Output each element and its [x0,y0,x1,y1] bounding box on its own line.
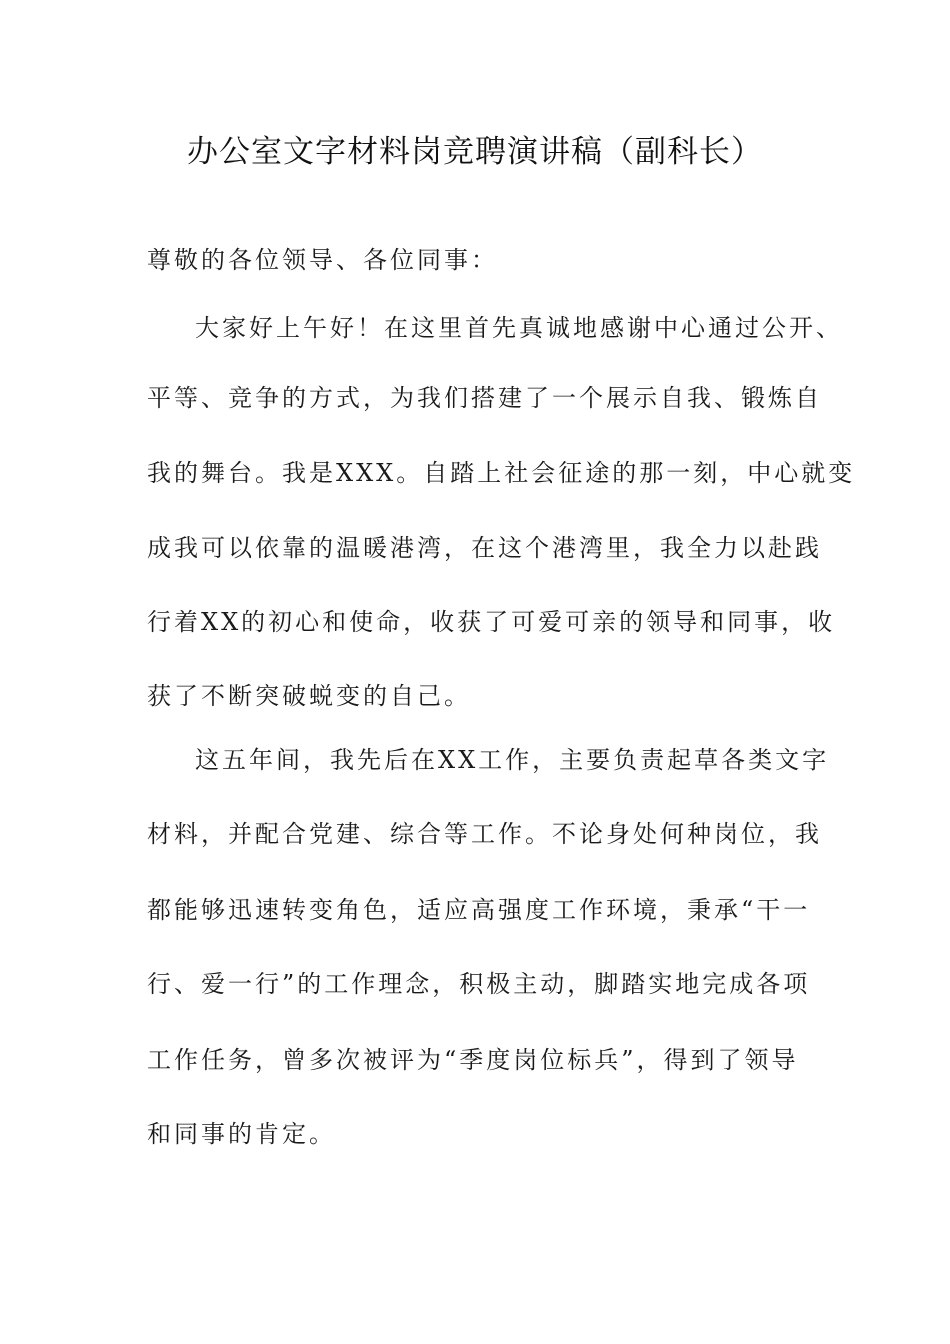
paragraph-1-line-5: 行着XX的初心和使命，收获了可爱可亲的领导和同事，收 [147,608,836,636]
salutation: 尊敬的各位领导、各位同事： [147,246,498,274]
paragraph-1-line-4: 成我可以依靠的温暖港湾，在这个港湾里，我全力以赴践 [147,534,822,562]
paragraph-1-line-6: 获了不断突破蜕变的自己。 [147,682,471,710]
paragraph-1-line-2: 平等、竞争的方式，为我们搭建了一个展示自我、锻炼自 [147,384,822,412]
paragraph-2-line-5: 工作任务，曾多次被评为“季度岗位标兵”，得到了领导 [147,1046,799,1074]
paragraph-2-line-4: 行、爱一行”的工作理念，积极主动，脚踏实地完成各项 [147,970,811,998]
paragraph-2-line-6: 和同事的肯定。 [147,1120,336,1148]
paragraph-2-line-2: 材料，并配合党建、综合等工作。不论身处何种岗位，我 [147,820,822,848]
paragraph-2-line-3: 都能够迅速转变角色，适应高强度工作环境，秉承“干一 [147,896,811,924]
document-title: 办公室文字材料岗竞聘演讲稿（副科长） [187,134,763,170]
paragraph-1-line-3: 我的舞台。我是XXX。自踏上社会征途的那一刻，中心就变 [147,459,856,487]
paragraph-1-line-1: 大家好上午好！在这里首先真诚地感谢中心通过公开、 [195,314,843,342]
paragraph-2-line-1: 这五年间，我先后在XX工作，主要负责起草各类文字 [195,746,830,774]
